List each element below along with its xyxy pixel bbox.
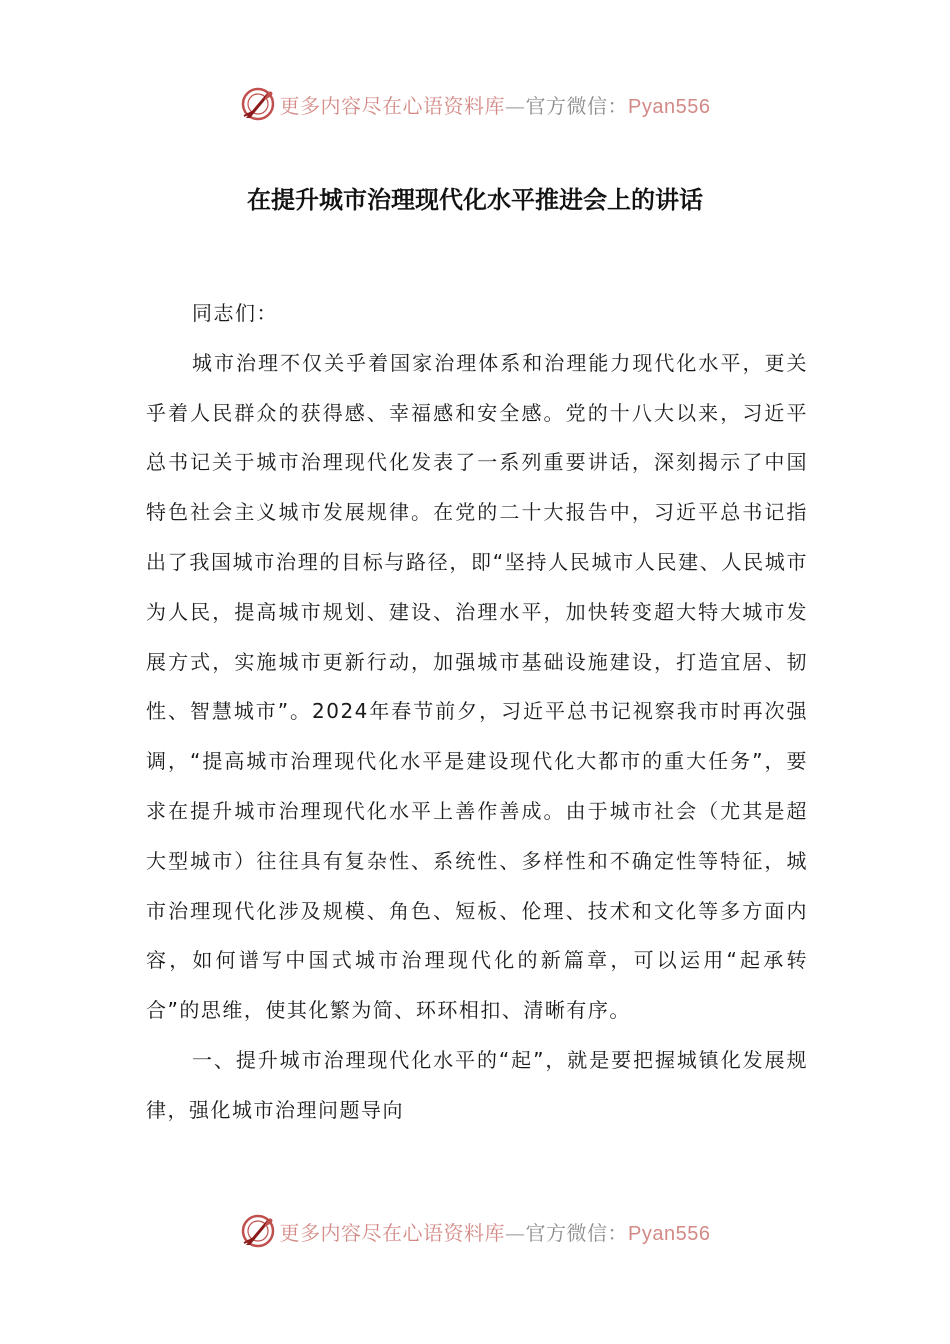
banner-separator: — — [505, 93, 526, 118]
body-paragraph: 城市治理不仅关乎着国家治理体系和治理能力现代化水平，更关乎着人民群众的获得感、幸福感和安全感。党的十八大以来，习近平总书记关于城市治理现代化发表了一系列重要讲话，深刻揭示了中国特色社会主义城市发展规律。在党的二十大报告中，习近平总书记指出了我国城市治理的目标与路径，即“坚持人民城市人民建、人民城市为人民，提高城市规划、建设、治理水平，加快转变超大特大城市发展方式，实施城市更新行动，加强城市基础设施建设，打造宜居、韧性、智慧城市”。2024年春节前夕，习近平总书记视察我市时再次强调，“提高城市治理现代化水平是建设现代化大都市的重大任务”，要求在提升城市治理现代化水平上善作善成。由于城市社会（尤其是超大型城市）往往具有复杂性、系统性、多样性和不确定性等特征，城市治理现代化涉及规模、角色、短板、伦理、技术和文化等多方面内容，如何谱写中国式城市治理现代化的新篇章，可以运用“起承转合”的思维，使其化繁为简、环环相扣、清晰有序。 — [146, 350, 808, 1023]
banner-separator: — — [505, 1220, 526, 1245]
footer-banner-content — [240, 1213, 711, 1249]
section-heading-paragraph: 一、提升城市治理现代化水平的“起”，就是要把握城镇化发展规律，强化城市治理问题导向 — [146, 1047, 808, 1122]
footer-banner — [0, 1211, 950, 1251]
banner-wechat-id: Pyan556 — [628, 1222, 711, 1245]
banner-main-text: 更多内容尽在心语资料库 — [279, 1220, 506, 1245]
quill-pen-icon — [240, 1213, 276, 1249]
banner-main-text: 更多内容尽在心语资料库 — [279, 93, 506, 118]
document-body — [146, 289, 808, 1136]
banner-sub-text: 官方微信： — [525, 93, 629, 118]
footer-banner-text — [280, 1217, 711, 1246]
quill-pen-icon — [240, 86, 276, 122]
header-banner — [0, 84, 950, 124]
header-banner-content — [240, 86, 711, 122]
salutation-paragraph: 同志们： — [192, 301, 278, 325]
document-title: 在提升城市治理现代化水平推进会上的讲话 — [247, 186, 703, 214]
banner-wechat-id: Pyan556 — [628, 95, 711, 118]
header-banner-text — [280, 90, 711, 119]
banner-sub-text: 官方微信： — [525, 1220, 629, 1245]
